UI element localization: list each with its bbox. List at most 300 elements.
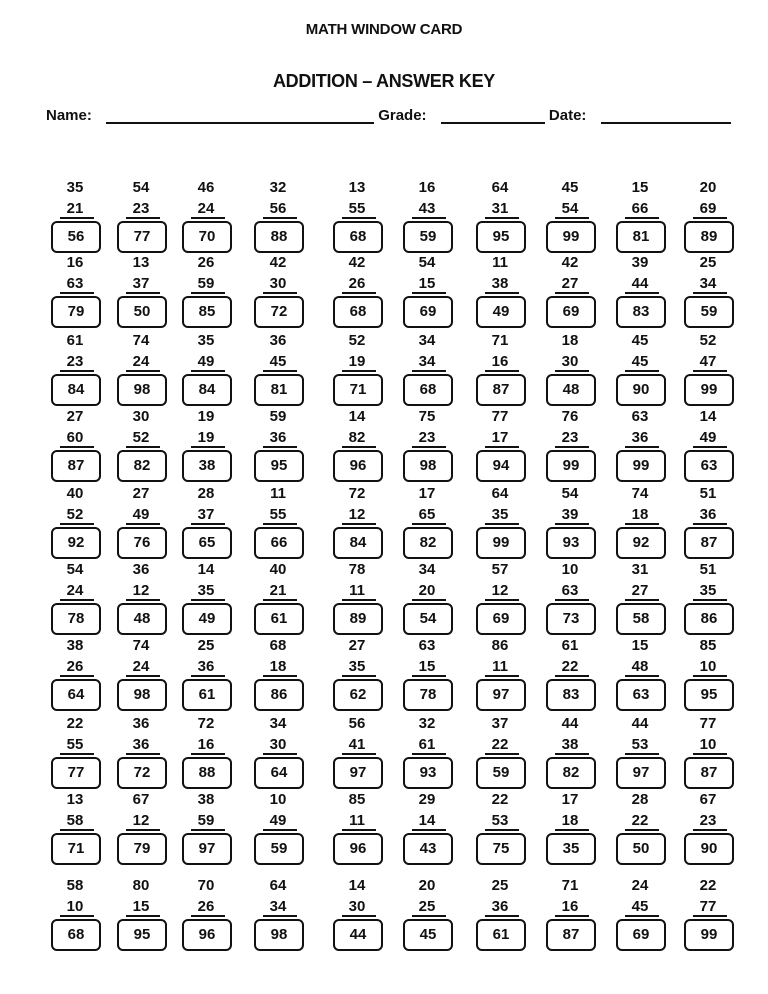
answer-box: 45	[403, 919, 453, 951]
answer-box: 68	[333, 221, 383, 253]
sum-line	[555, 217, 589, 219]
addend-bottom: 10	[66, 898, 84, 915]
addend-top: 40	[66, 485, 84, 502]
sum-line	[60, 915, 94, 917]
addend-bottom: 69	[699, 200, 717, 217]
answer-box: 87	[51, 450, 101, 482]
sum-line	[555, 370, 589, 372]
answer-box: 54	[403, 603, 453, 635]
addend-top: 27	[132, 485, 150, 502]
addend-bottom: 26	[197, 898, 215, 915]
addend-top: 86	[491, 637, 509, 654]
addend-bottom: 49	[197, 353, 215, 370]
answer-box: 93	[546, 527, 596, 559]
answer-box: 87	[684, 527, 734, 559]
sum-line	[485, 829, 519, 831]
sum-line	[625, 915, 659, 917]
addend-top: 74	[132, 332, 150, 349]
addend-top: 35	[197, 332, 215, 349]
sum-line	[485, 446, 519, 448]
sum-line	[126, 753, 160, 755]
addend-top: 51	[699, 485, 717, 502]
student-info-line	[46, 106, 731, 124]
sum-line	[625, 370, 659, 372]
addend-top: 13	[66, 791, 84, 808]
addend-bottom: 37	[132, 275, 150, 292]
addend-top: 22	[491, 791, 509, 808]
answer-box: 90	[684, 833, 734, 865]
answer-box: 82	[403, 527, 453, 559]
addend-bottom: 36	[699, 506, 717, 523]
addend-bottom: 77	[699, 898, 717, 915]
addend-top: 25	[699, 254, 717, 271]
addend-bottom: 27	[631, 582, 649, 599]
answer-box: 83	[616, 296, 666, 328]
sum-line	[412, 523, 446, 525]
sum-line	[60, 523, 94, 525]
answer-box: 49	[476, 296, 526, 328]
sum-line	[342, 370, 376, 372]
addend-bottom: 52	[66, 506, 84, 523]
sum-line	[412, 292, 446, 294]
answer-box: 89	[333, 603, 383, 635]
addend-bottom: 48	[631, 658, 649, 675]
addend-bottom: 60	[66, 429, 84, 446]
addend-top: 15	[631, 179, 649, 196]
answer-box: 81	[616, 221, 666, 253]
addend-bottom: 27	[561, 275, 579, 292]
addend-bottom: 35	[197, 582, 215, 599]
answer-box: 61	[182, 679, 232, 711]
sum-line	[693, 753, 727, 755]
answer-box: 84	[51, 374, 101, 406]
answer-box: 48	[546, 374, 596, 406]
answer-box: 44	[333, 919, 383, 951]
addend-top: 13	[348, 179, 366, 196]
addend-bottom: 30	[269, 736, 287, 753]
addend-top: 54	[418, 254, 436, 271]
sum-line	[693, 599, 727, 601]
addend-top: 20	[699, 179, 717, 196]
answer-box: 97	[476, 679, 526, 711]
answer-box: 59	[403, 221, 453, 253]
sum-line	[60, 675, 94, 677]
addend-top: 54	[132, 179, 150, 196]
sum-line	[342, 599, 376, 601]
addend-bottom: 18	[269, 658, 287, 675]
answer-box: 69	[403, 296, 453, 328]
addend-top: 74	[132, 637, 150, 654]
addend-bottom: 43	[418, 200, 436, 217]
addend-bottom: 58	[66, 812, 84, 829]
sum-line	[263, 523, 297, 525]
addend-top: 25	[197, 637, 215, 654]
name-blank[interactable]	[106, 106, 374, 124]
addend-top: 30	[132, 408, 150, 425]
addend-bottom: 36	[631, 429, 649, 446]
addend-top: 52	[348, 332, 366, 349]
answer-box: 69	[546, 296, 596, 328]
addend-top: 10	[269, 791, 287, 808]
addend-bottom: 61	[418, 736, 436, 753]
sum-line	[126, 675, 160, 677]
sum-line	[625, 217, 659, 219]
sum-line	[412, 915, 446, 917]
answer-box: 61	[254, 603, 304, 635]
sum-line	[342, 915, 376, 917]
addend-top: 22	[66, 715, 84, 732]
sum-line	[693, 370, 727, 372]
answer-box: 71	[51, 833, 101, 865]
addend-bottom: 15	[418, 275, 436, 292]
sum-line	[555, 675, 589, 677]
answer-box: 99	[616, 450, 666, 482]
answer-box: 64	[51, 679, 101, 711]
addend-bottom: 24	[197, 200, 215, 217]
addend-bottom: 26	[348, 275, 366, 292]
addend-bottom: 23	[561, 429, 579, 446]
sum-line	[263, 446, 297, 448]
grade-label: Grade:	[378, 107, 427, 124]
addend-top: 64	[491, 179, 509, 196]
addend-top: 28	[197, 485, 215, 502]
worksheet-subtitle: ADDITION – ANSWER KEY	[272, 71, 496, 91]
addend-top: 77	[699, 715, 717, 732]
answer-box: 82	[117, 450, 167, 482]
sum-line	[693, 217, 727, 219]
addend-top: 27	[348, 637, 366, 654]
addend-bottom: 19	[197, 429, 215, 446]
sum-line	[342, 446, 376, 448]
addend-bottom: 18	[631, 506, 649, 523]
sum-line	[693, 829, 727, 831]
addend-top: 11	[270, 485, 286, 502]
addend-bottom: 12	[348, 506, 366, 523]
answer-box: 84	[333, 527, 383, 559]
name-label: Name:	[46, 107, 92, 124]
addend-top: 54	[561, 485, 579, 502]
sum-line	[191, 599, 225, 601]
answer-box: 59	[254, 833, 304, 865]
addend-bottom: 16	[491, 353, 509, 370]
sum-line	[60, 753, 94, 755]
addend-top: 78	[348, 561, 366, 578]
addend-bottom: 54	[561, 200, 579, 217]
answer-box: 72	[117, 757, 167, 789]
sum-line	[485, 292, 519, 294]
addend-top: 61	[66, 332, 84, 349]
answer-box: 58	[616, 603, 666, 635]
sum-line	[342, 523, 376, 525]
addend-bottom: 41	[348, 736, 366, 753]
addend-top: 67	[132, 791, 150, 808]
sum-line	[625, 829, 659, 831]
answer-box: 66	[254, 527, 304, 559]
answer-box: 78	[403, 679, 453, 711]
sum-line	[485, 599, 519, 601]
addend-top: 77	[491, 408, 509, 425]
sum-line	[485, 217, 519, 219]
addend-bottom: 44	[631, 275, 649, 292]
addend-bottom: 45	[631, 898, 649, 915]
addend-top: 64	[269, 877, 287, 894]
addend-bottom: 53	[491, 812, 509, 829]
sum-line	[485, 523, 519, 525]
addend-bottom: 34	[418, 353, 436, 370]
sum-line	[263, 915, 297, 917]
addend-top: 28	[631, 791, 649, 808]
answer-box: 99	[546, 450, 596, 482]
answer-box: 59	[684, 296, 734, 328]
addend-bottom: 23	[66, 353, 84, 370]
answer-box: 68	[403, 374, 453, 406]
addend-bottom: 65	[418, 506, 436, 523]
answer-box: 63	[684, 450, 734, 482]
addend-top: 31	[631, 561, 649, 578]
answer-box: 70	[182, 221, 232, 253]
sum-line	[412, 217, 446, 219]
addend-top: 44	[631, 715, 649, 732]
sum-line	[126, 523, 160, 525]
addend-bottom: 24	[132, 658, 150, 675]
answer-box: 99	[476, 527, 526, 559]
addend-bottom: 36	[269, 429, 287, 446]
sum-line	[625, 446, 659, 448]
addend-top: 16	[66, 254, 84, 271]
addend-bottom: 16	[561, 898, 579, 915]
sum-line	[342, 292, 376, 294]
answer-box: 81	[254, 374, 304, 406]
answer-box: 86	[684, 603, 734, 635]
answer-box: 88	[182, 757, 232, 789]
addend-top: 80	[132, 877, 150, 894]
addend-bottom: 21	[269, 582, 287, 599]
answer-box: 98	[117, 679, 167, 711]
addend-top: 34	[418, 332, 436, 349]
addend-bottom: 36	[491, 898, 509, 915]
addend-bottom: 17	[491, 429, 509, 446]
addend-bottom: 20	[418, 582, 436, 599]
addend-bottom: 59	[197, 275, 215, 292]
sum-line	[191, 292, 225, 294]
grade-blank[interactable]	[441, 106, 545, 124]
addend-bottom: 66	[631, 200, 649, 217]
addend-top: 72	[197, 715, 215, 732]
addend-top: 51	[699, 561, 717, 578]
addend-bottom: 55	[348, 200, 366, 217]
addend-top: 46	[197, 179, 215, 196]
answer-box: 99	[546, 221, 596, 253]
addend-top: 72	[348, 485, 366, 502]
addend-bottom: 38	[561, 736, 579, 753]
answer-box: 98	[403, 450, 453, 482]
addend-bottom: 36	[197, 658, 215, 675]
sum-line	[625, 675, 659, 677]
sum-line	[342, 675, 376, 677]
addend-bottom: 15	[418, 658, 436, 675]
addend-bottom: 36	[132, 736, 150, 753]
sum-line	[693, 446, 727, 448]
addend-top: 68	[269, 637, 287, 654]
addend-bottom: 55	[269, 506, 287, 523]
addend-top: 11	[492, 254, 508, 271]
sum-line	[191, 370, 225, 372]
addend-bottom: 34	[269, 898, 287, 915]
answer-box: 82	[546, 757, 596, 789]
addend-bottom: 22	[631, 812, 649, 829]
addend-top: 54	[66, 561, 84, 578]
answer-box: 62	[333, 679, 383, 711]
answer-box: 68	[51, 919, 101, 951]
sum-line	[342, 753, 376, 755]
addend-bottom: 45	[631, 353, 649, 370]
answer-box: 92	[51, 527, 101, 559]
sum-line	[693, 915, 727, 917]
addend-top: 75	[418, 408, 436, 425]
addend-bottom: 16	[197, 736, 215, 753]
addend-bottom: 59	[197, 812, 215, 829]
date-blank[interactable]	[601, 106, 731, 124]
addend-top: 42	[269, 254, 287, 271]
addend-top: 14	[348, 877, 366, 894]
sum-line	[625, 599, 659, 601]
sum-line	[555, 292, 589, 294]
addend-bottom: 53	[631, 736, 649, 753]
sum-line	[126, 446, 160, 448]
addend-top: 13	[132, 254, 150, 271]
answer-box: 71	[333, 374, 383, 406]
addend-bottom: 23	[132, 200, 150, 217]
sum-line	[342, 829, 376, 831]
sum-line	[412, 753, 446, 755]
date-label: Date:	[548, 107, 587, 124]
answer-box: 87	[684, 757, 734, 789]
addend-top: 64	[491, 485, 509, 502]
answer-box: 79	[117, 833, 167, 865]
addend-top: 70	[197, 877, 215, 894]
addend-top: 45	[561, 179, 579, 196]
addend-bottom: 49	[269, 812, 287, 829]
addend-bottom: 56	[269, 200, 287, 217]
addend-bottom: 47	[699, 353, 717, 370]
answer-box: 75	[476, 833, 526, 865]
addend-top: 36	[132, 715, 150, 732]
addend-top: 25	[491, 877, 509, 894]
addend-top: 38	[197, 791, 215, 808]
addend-top: 14	[348, 408, 366, 425]
addend-bottom: 35	[348, 658, 366, 675]
answer-box: 85	[182, 296, 232, 328]
addend-top: 52	[699, 332, 717, 349]
sum-line	[412, 675, 446, 677]
sum-line	[263, 370, 297, 372]
answer-box: 77	[117, 221, 167, 253]
addend-bottom: 30	[561, 353, 579, 370]
answer-box: 69	[616, 919, 666, 951]
answer-box: 78	[51, 603, 101, 635]
sum-line	[555, 446, 589, 448]
answer-box: 73	[546, 603, 596, 635]
addend-bottom: 23	[418, 429, 436, 446]
addend-bottom: 35	[699, 582, 717, 599]
sum-line	[191, 217, 225, 219]
answer-box: 87	[546, 919, 596, 951]
answer-box: 88	[254, 221, 304, 253]
addend-top: 57	[491, 561, 509, 578]
addend-top: 17	[561, 791, 579, 808]
sum-line	[555, 523, 589, 525]
sum-line	[191, 915, 225, 917]
answer-box: 50	[616, 833, 666, 865]
answer-box: 94	[476, 450, 526, 482]
addend-bottom: 39	[561, 506, 579, 523]
answer-box: 61	[476, 919, 526, 951]
answer-box: 43	[403, 833, 453, 865]
answer-box: 96	[182, 919, 232, 951]
sum-line	[263, 675, 297, 677]
addend-bottom: 22	[561, 658, 579, 675]
sum-line	[60, 829, 94, 831]
answer-box: 97	[182, 833, 232, 865]
addend-top: 71	[561, 877, 579, 894]
addend-top: 18	[561, 332, 579, 349]
answer-box: 95	[117, 919, 167, 951]
sum-line	[555, 599, 589, 601]
answer-box: 50	[117, 296, 167, 328]
addend-top: 16	[418, 179, 436, 196]
addend-bottom: 38	[491, 275, 509, 292]
addend-bottom: 45	[269, 353, 287, 370]
addend-top: 36	[132, 561, 150, 578]
answer-box: 97	[616, 757, 666, 789]
sum-line	[625, 523, 659, 525]
answer-box: 76	[117, 527, 167, 559]
addend-bottom: 82	[348, 429, 366, 446]
answer-box: 90	[616, 374, 666, 406]
addend-bottom: 63	[66, 275, 84, 292]
addend-bottom: 26	[66, 658, 84, 675]
addend-top: 32	[418, 715, 436, 732]
addend-top: 42	[348, 254, 366, 271]
addend-bottom: 12	[132, 812, 150, 829]
answer-box: 64	[254, 757, 304, 789]
addend-top: 63	[631, 408, 649, 425]
addend-top: 85	[699, 637, 717, 654]
sum-line	[126, 217, 160, 219]
answer-box: 95	[476, 221, 526, 253]
answer-box: 84	[182, 374, 232, 406]
sum-line	[126, 915, 160, 917]
sum-line	[412, 599, 446, 601]
addend-bottom: 21	[66, 200, 84, 217]
addend-top: 27	[66, 408, 84, 425]
addend-top: 44	[561, 715, 579, 732]
sum-line	[263, 217, 297, 219]
sum-line	[693, 292, 727, 294]
sum-line	[485, 675, 519, 677]
addend-top: 71	[491, 332, 509, 349]
answer-box: 56	[51, 221, 101, 253]
addend-bottom: 52	[132, 429, 150, 446]
answer-box: 95	[684, 679, 734, 711]
addend-top: 34	[269, 715, 287, 732]
sum-line	[126, 599, 160, 601]
addend-bottom: 63	[561, 582, 579, 599]
sum-line	[693, 523, 727, 525]
addend-bottom: 30	[348, 898, 366, 915]
addend-bottom: 15	[132, 898, 150, 915]
answer-box: 92	[616, 527, 666, 559]
